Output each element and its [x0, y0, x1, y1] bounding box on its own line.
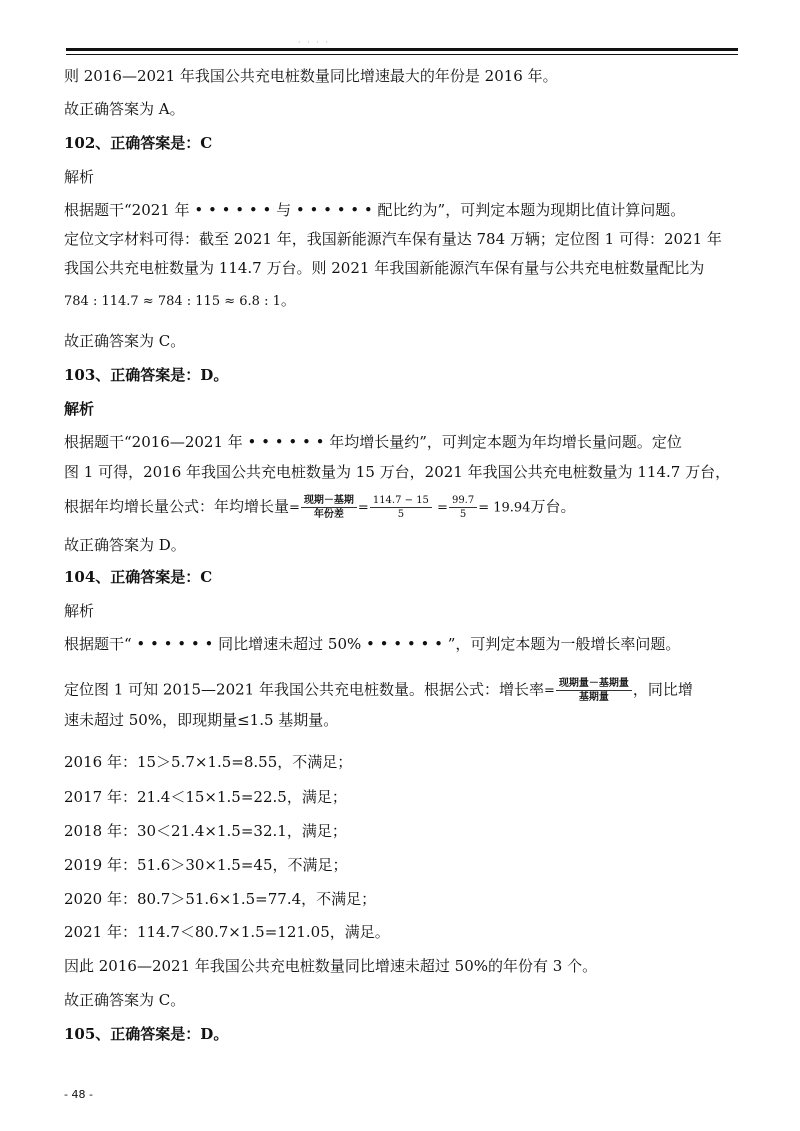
- q104-year-2019: 2019 年：51.6＞30×1.5=45，不满足；: [64, 856, 348, 874]
- q105-title: 105、正确答案是：D。: [64, 1025, 229, 1043]
- q102-analysis-label: 解析: [64, 168, 95, 186]
- q102-paragraph-2: 定位文字材料可得：截至 2021 年，我国新能源汽车保有量达 784 万辆；定位图 1 可得：2021 年: [64, 230, 722, 248]
- q103-fraction-definition: $\frac{\text{现期－基期}}{\text{年份差}}$: [301, 494, 357, 521]
- q104-year-2016: 2016 年：15＞5.7×1.5=8.55，不满足；: [64, 753, 353, 771]
- q104-year-2018: 2018 年：30＜21.4×1.5=32.1，满足；: [64, 822, 347, 840]
- q103-formula-line: 根据年均增长量公式：年均增长量= $\frac{\text{现期－基期}}{\text{年份差}}$ = $\frac{114.7 - 15}{5}$ = $\frac{99.7}{5}$ = 19.94万台。: [64, 495, 576, 520]
- q102-paragraph-3: 我国公共充电桩数量为 114.7 万台。则 2021 年我国新能源汽车保有量与公共充电桩数量配比为: [64, 259, 705, 277]
- q103-answer: 故正确答案为 D。: [64, 536, 186, 554]
- q103-paragraph-1: 根据题干“2016—2021 年 • • • • • • 年均增长量约”，可判定本题为年均增长量问题。定位: [64, 433, 682, 451]
- header-dots: · · · ·: [298, 38, 330, 47]
- q102-paragraph-1: 根据题干“2021 年 • • • • • • 与 • • • • • • 配比约为”，可判定本题为现期比值计算问题。: [64, 201, 686, 219]
- q103-paragraph-2: 图 1 可得，2016 年我国公共充电桩数量为 15 万台，2021 年我国公共充电桩数量为 114.7 万台，: [64, 463, 731, 481]
- q103-result: = 19.94: [478, 500, 531, 516]
- q103-fraction-difference: $\frac{99.7}{5}$: [449, 494, 477, 521]
- header-rule-thin: [66, 54, 738, 55]
- q104-formula-line: 定位图 1 可知 2015—2021 年我国公共充电桩数量。根据公式：增长率= $\frac{\text{现期量－基期量}}{\text{基期量}}$ ，同比增: [64, 678, 693, 703]
- q103-unit: 万台。: [530, 497, 576, 516]
- header-rule-thick: [66, 48, 738, 51]
- q104-year-2021: 2021 年：114.7＜80.7×1.5=121.05，满足。: [64, 923, 390, 941]
- answer-line: 故正确答案为 A。: [64, 100, 185, 118]
- q102-title: 102、正确答案是：C: [64, 134, 213, 152]
- q102-answer: 故正确答案为 C。: [64, 332, 186, 350]
- q104-formula-prefix: 定位图 1 可知 2015—2021 年我国公共充电桩数量。根据公式：增长率: [64, 680, 544, 699]
- q103-formula-prefix: 根据年均增长量公式：年均增长量: [64, 497, 290, 516]
- q104-answer: 故正确答案为 C。: [64, 991, 186, 1009]
- q103-fraction-values: $\frac{114.7 - 15}{5}$: [370, 494, 432, 521]
- q103-title: 103、正确答案是：D。: [64, 366, 229, 384]
- q102-formula-line: [64, 290, 296, 312]
- page-number: - 48 -: [64, 1088, 93, 1101]
- q104-formula-suffix: ，同比增: [632, 680, 693, 699]
- q104-paragraph-1: 根据题干“ • • • • • • 同比增速未超过 50% • • • • • • ”，可判定本题为一般增长率问题。: [64, 635, 681, 653]
- q104-fraction-growth-rate: $\frac{\text{现期量－基期量}}{\text{基期量}}$: [556, 677, 632, 704]
- q102-formula: 784 : 114.7 ≈ 784 : 115 ≈ 6.8 : 1: [64, 294, 281, 309]
- q104-conclusion: 因此 2016—2021 年我国公共充电桩数量同比增速未超过 50%的年份有 3 个。: [64, 957, 598, 975]
- q104-year-2017: 2017 年：21.4＜15×1.5=22.5，满足；: [64, 788, 347, 806]
- q104-analysis-label: 解析: [64, 602, 95, 620]
- text-line: 则 2016—2021 年我国公共充电桩数量同比增速最大的年份是 2016 年。: [64, 67, 558, 85]
- q103-analysis-label: 解析: [64, 400, 95, 418]
- q104-title: 104、正确答案是：C: [64, 568, 213, 586]
- q104-year-2020: 2020 年：80.7＞51.6×1.5=77.4，不满足；: [64, 890, 377, 908]
- q102-formula-period: 。: [280, 291, 296, 309]
- q104-paragraph-3: 速未超过 50%，即现期量≤1.5 基期量。: [64, 711, 339, 729]
